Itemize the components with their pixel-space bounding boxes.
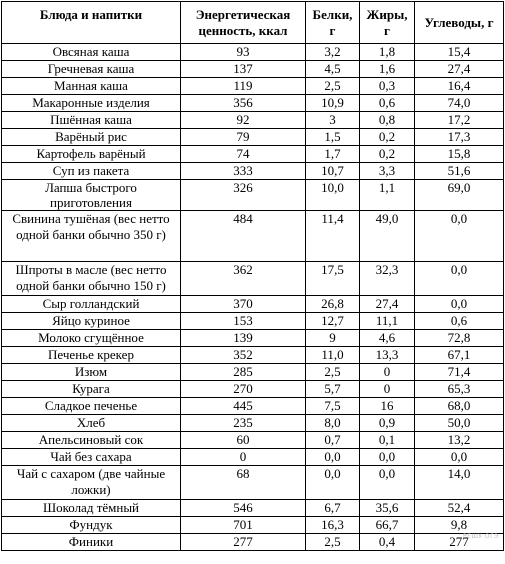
table-row [2, 398, 504, 415]
energy-cell: 285 [181, 364, 306, 381]
protein-cell: 0,0 [306, 449, 360, 466]
fat-cell: 13,3 [360, 347, 415, 364]
carbs-cell: 0,6 [415, 313, 504, 330]
header-dish: Блюда и напитки [2, 2, 181, 44]
dish-name-cell: Варёный рис [2, 129, 181, 146]
carbs-cell: 0,0 [415, 296, 504, 313]
table-row [2, 449, 504, 466]
fat-cell: 0 [360, 381, 415, 398]
protein-cell: 7,5 [306, 398, 360, 415]
fat-cell: 49,0 [360, 211, 415, 262]
table-row [2, 146, 504, 163]
energy-cell: 79 [181, 129, 306, 146]
fat-cell: 35,6 [360, 500, 415, 517]
fat-cell: 1,6 [360, 61, 415, 78]
table-row [2, 534, 504, 551]
dish-name-cell: Свинина тушёная (вес нетто одной банки обычно 350 г) [2, 211, 181, 262]
fat-cell: 4,6 [360, 330, 415, 347]
dish-name-cell: Изюм [2, 364, 181, 381]
table-row [2, 347, 504, 364]
carbs-cell: 17,2 [415, 112, 504, 129]
carbs-cell: 14,0 [415, 466, 504, 500]
energy-cell: 270 [181, 381, 306, 398]
header-energy: Энергетическая ценность, ккал [181, 2, 306, 44]
table-row [2, 129, 504, 146]
protein-cell: 9 [306, 330, 360, 347]
protein-cell: 10,7 [306, 163, 360, 180]
energy-cell: 92 [181, 112, 306, 129]
carbs-cell: 27,4 [415, 61, 504, 78]
protein-cell: 2,5 [306, 78, 360, 95]
energy-cell: 701 [181, 517, 306, 534]
dish-name-cell: Хлеб [2, 415, 181, 432]
energy-cell: 60 [181, 432, 306, 449]
fat-cell: 0,2 [360, 129, 415, 146]
fat-cell: 3,3 [360, 163, 415, 180]
carbs-cell: 13,2 [415, 432, 504, 449]
fat-cell: 0,0 [360, 466, 415, 500]
header-row [2, 2, 504, 44]
carbs-cell: 15,4 [415, 44, 504, 61]
energy-cell: 333 [181, 163, 306, 180]
energy-cell: 362 [181, 262, 306, 296]
dish-name-cell: Финики [2, 534, 181, 551]
dish-name-cell: Сладкое печенье [2, 398, 181, 415]
carbs-cell: 17,3 [415, 129, 504, 146]
dish-name-cell: Чай с сахаром (две чайные ложки) [2, 466, 181, 500]
carbs-cell: 15,8 [415, 146, 504, 163]
carbs-cell: 74,0 [415, 95, 504, 112]
carbs-cell: 52,4 [415, 500, 504, 517]
table-row [2, 95, 504, 112]
protein-cell: 16,3 [306, 517, 360, 534]
protein-cell: 5,7 [306, 381, 360, 398]
table-row [2, 517, 504, 534]
table-row [2, 112, 504, 129]
table-row [2, 415, 504, 432]
energy-cell: 235 [181, 415, 306, 432]
fat-cell: 0,2 [360, 146, 415, 163]
nutrition-table [1, 1, 504, 551]
protein-cell: 3,2 [306, 44, 360, 61]
table-row [2, 330, 504, 347]
fat-cell: 0,8 [360, 112, 415, 129]
protein-cell: 0,0 [306, 466, 360, 500]
energy-cell: 277 [181, 534, 306, 551]
energy-cell: 119 [181, 78, 306, 95]
protein-cell: 11,0 [306, 347, 360, 364]
table-row [2, 78, 504, 95]
fat-cell: 32,3 [360, 262, 415, 296]
protein-cell: 12,7 [306, 313, 360, 330]
energy-cell: 93 [181, 44, 306, 61]
fat-cell: 27,4 [360, 296, 415, 313]
energy-cell: 326 [181, 180, 306, 211]
table-row [2, 466, 504, 500]
fat-cell: 1,8 [360, 44, 415, 61]
dish-name-cell: Макаронные изделия [2, 95, 181, 112]
carbs-cell: 69,0 [415, 180, 504, 211]
protein-cell: 4,5 [306, 61, 360, 78]
carbs-cell: 71,4 [415, 364, 504, 381]
fat-cell: 0,0 [360, 449, 415, 466]
energy-cell: 74 [181, 146, 306, 163]
protein-cell: 17,5 [306, 262, 360, 296]
protein-cell: 11,4 [306, 211, 360, 262]
header-protein: Белки, г [306, 2, 360, 44]
fat-cell: 16 [360, 398, 415, 415]
energy-cell: 0 [181, 449, 306, 466]
energy-cell: 137 [181, 61, 306, 78]
dish-name-cell: Манная каша [2, 78, 181, 95]
dish-name-cell: Шоколад тёмный [2, 500, 181, 517]
header-fat: Жиры, г [360, 2, 415, 44]
energy-cell: 356 [181, 95, 306, 112]
table-row [2, 61, 504, 78]
fat-cell: 0,1 [360, 432, 415, 449]
fat-cell: 0 [360, 364, 415, 381]
carbs-cell: 277 [415, 534, 504, 551]
dish-name-cell: Печенье крекер [2, 347, 181, 364]
table-row [2, 313, 504, 330]
table-row [2, 432, 504, 449]
table-row [2, 180, 504, 211]
dish-name-cell: Шпроты в масле (вес нетто одной банки обычно 150 г) [2, 262, 181, 296]
dish-name-cell: Чай без сахара [2, 449, 181, 466]
carbs-cell: 16,4 [415, 78, 504, 95]
protein-cell: 8,0 [306, 415, 360, 432]
fat-cell: 0,6 [360, 95, 415, 112]
dish-name-cell: Картофель варёный [2, 146, 181, 163]
table-row [2, 296, 504, 313]
dish-name-cell: Курага [2, 381, 181, 398]
carbs-cell: 0,0 [415, 262, 504, 296]
table-body [2, 44, 504, 551]
dish-name-cell: Молоко сгущённое [2, 330, 181, 347]
dish-name-cell: Фундук [2, 517, 181, 534]
carbs-cell: 9,8 [415, 517, 504, 534]
table-row [2, 381, 504, 398]
energy-cell: 153 [181, 313, 306, 330]
dish-name-cell: Пшённая каша [2, 112, 181, 129]
fat-cell: 1,1 [360, 180, 415, 211]
fat-cell: 0,4 [360, 534, 415, 551]
fat-cell: 0,9 [360, 415, 415, 432]
table-row [2, 500, 504, 517]
protein-cell: 3 [306, 112, 360, 129]
protein-cell: 2,5 [306, 364, 360, 381]
protein-cell: 10,9 [306, 95, 360, 112]
table-row [2, 44, 504, 61]
carbs-cell: 50,0 [415, 415, 504, 432]
table-row [2, 163, 504, 180]
carbs-cell: 0,0 [415, 211, 504, 262]
carbs-cell: 67,1 [415, 347, 504, 364]
watermark: РЕШУ ОГЭ [463, 533, 499, 540]
energy-cell: 445 [181, 398, 306, 415]
protein-cell: 2,5 [306, 534, 360, 551]
dish-name-cell: Овсяная каша [2, 44, 181, 61]
dish-name-cell: Яйцо куриное [2, 313, 181, 330]
fat-cell: 0,3 [360, 78, 415, 95]
table-row [2, 211, 504, 262]
protein-cell: 1,7 [306, 146, 360, 163]
fat-cell: 66,7 [360, 517, 415, 534]
energy-cell: 370 [181, 296, 306, 313]
header-carbs: Углеводы, г [415, 2, 504, 44]
carbs-cell: 51,6 [415, 163, 504, 180]
carbs-cell: 68,0 [415, 398, 504, 415]
carbs-cell: 65,3 [415, 381, 504, 398]
fat-cell: 11,1 [360, 313, 415, 330]
energy-cell: 139 [181, 330, 306, 347]
dish-name-cell: Апельсиновый сок [2, 432, 181, 449]
dish-name-cell: Гречневая каша [2, 61, 181, 78]
energy-cell: 68 [181, 466, 306, 500]
dish-name-cell: Сыр голландский [2, 296, 181, 313]
table-row [2, 364, 504, 381]
energy-cell: 484 [181, 211, 306, 262]
carbs-cell: 0,0 [415, 449, 504, 466]
protein-cell: 6,7 [306, 500, 360, 517]
protein-cell: 26,8 [306, 296, 360, 313]
protein-cell: 10,0 [306, 180, 360, 211]
energy-cell: 352 [181, 347, 306, 364]
table-row [2, 262, 504, 296]
carbs-cell: 72,8 [415, 330, 504, 347]
dish-name-cell: Лапша быстрого приготовления [2, 180, 181, 211]
protein-cell: 0,7 [306, 432, 360, 449]
protein-cell: 1,5 [306, 129, 360, 146]
dish-name-cell: Суп из пакета [2, 163, 181, 180]
energy-cell: 546 [181, 500, 306, 517]
